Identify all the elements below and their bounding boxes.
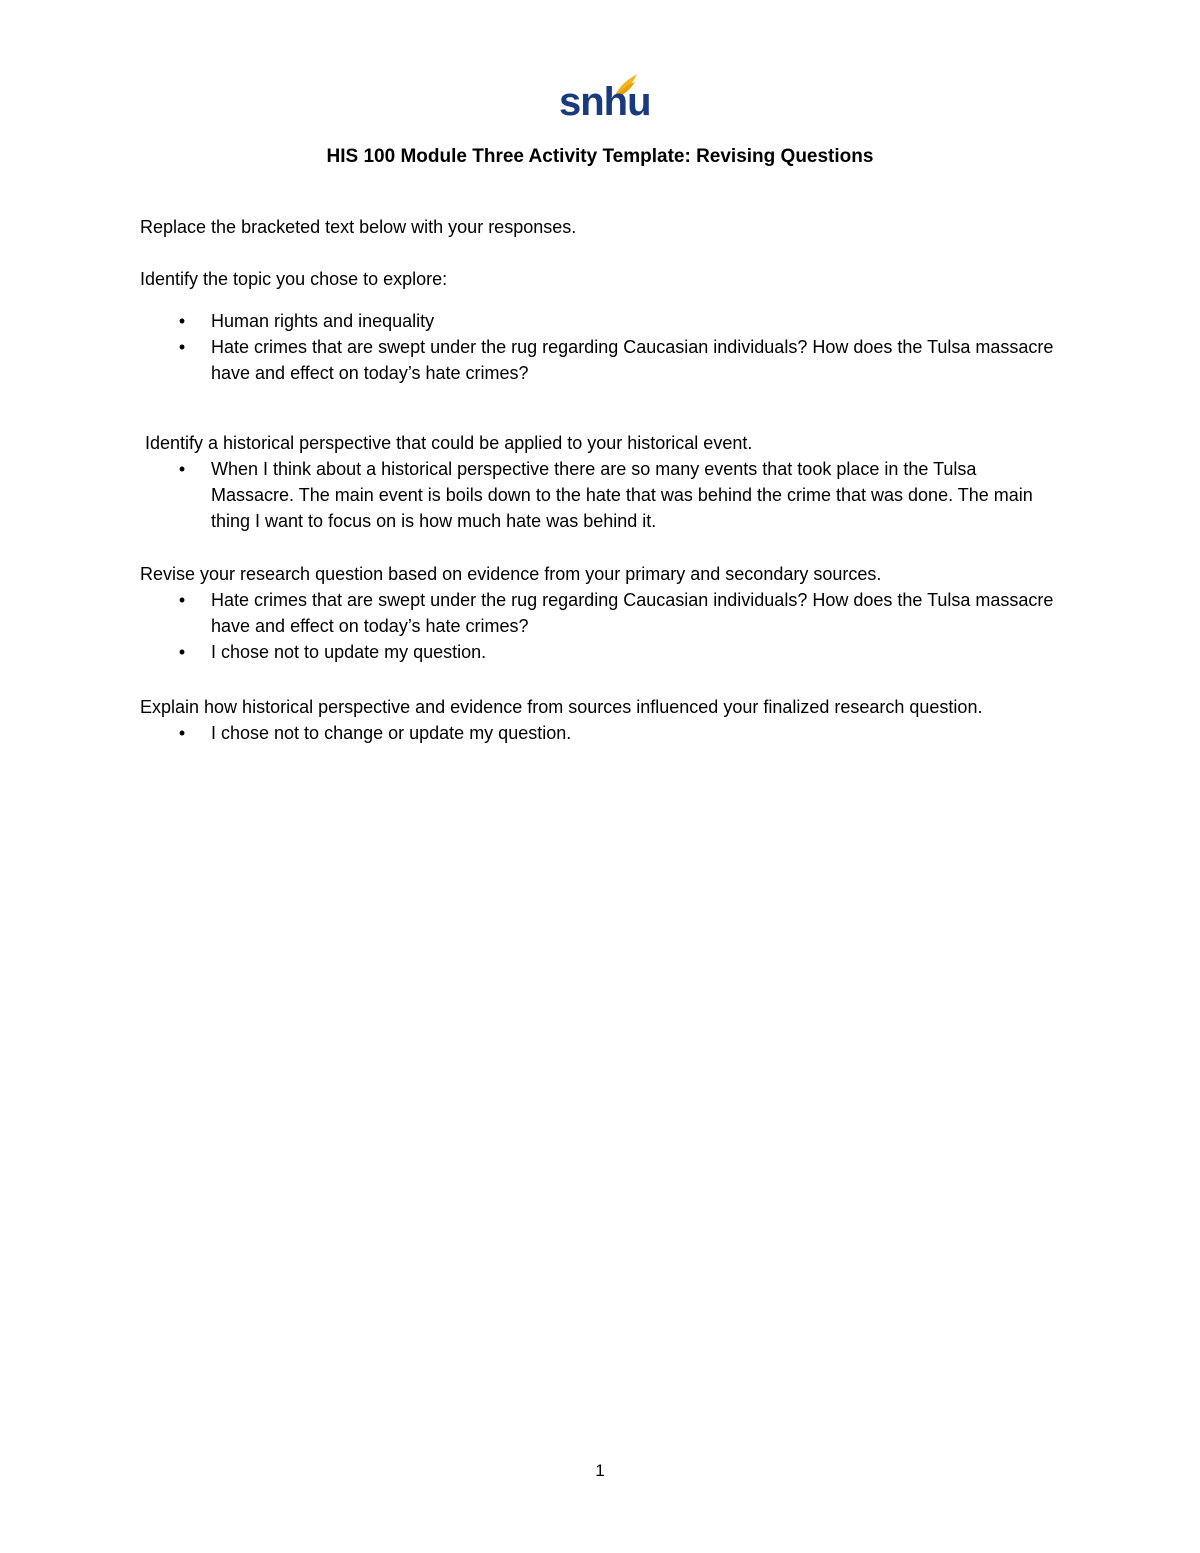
bullet-icon: • — [178, 723, 186, 743]
bullet-icon: • — [178, 311, 186, 331]
section-prompt: Revise your research question based on evidence from your primary and secondary sources. — [140, 564, 882, 584]
section-prompt: Identify the topic you chose to explore: — [140, 269, 448, 289]
list-item — [140, 456, 1060, 534]
bullet-icon: • — [178, 459, 186, 479]
list-item — [140, 587, 1060, 639]
bullet-icon: • — [178, 590, 186, 610]
list-item — [140, 334, 1060, 386]
instruction-block — [140, 214, 1060, 240]
list-item-text: I chose not to change or update my question. — [211, 723, 572, 743]
list-item-text: I chose not to update my question. — [211, 642, 487, 662]
page-number: 1 — [595, 1461, 605, 1480]
bullet-icon: • — [178, 642, 186, 662]
list-item — [140, 308, 1060, 334]
list-item — [140, 720, 1060, 746]
list-item — [140, 639, 1060, 665]
section-revise — [140, 561, 1060, 665]
list-item-text: Human rights and inequality — [211, 311, 435, 331]
document-title: HIS 100 Module Three Activity Template: Revising Questions — [326, 146, 874, 167]
instruction-text: Replace the bracketed text below with your responses. — [140, 217, 577, 237]
bullet-list — [140, 308, 1060, 386]
bullet-list — [140, 456, 1060, 534]
bullet-list — [140, 587, 1060, 665]
section-perspective — [140, 430, 1060, 534]
bullet-list — [140, 720, 1060, 746]
bullet-icon: • — [178, 337, 186, 357]
list-item-text: Hate crimes that are swept under the rug regarding Caucasian individuals? How does the Tulsa massacre have and effect on today’s hate crimes? — [211, 337, 1054, 383]
list-item-text: Hate crimes that are swept under the rug regarding Caucasian individuals? How does the Tulsa massacre have and effect on today’s hate crimes? — [211, 590, 1054, 636]
logo-text: snhu — [559, 80, 651, 124]
list-item-text: When I think about a historical perspective there are so many events that took place in the Tulsa Massacre. The main event is boils down to the hate that was behind the crime that was done. The main thing I want to focus on is how much hate was behind it. — [211, 459, 1033, 531]
section-explain — [140, 694, 1060, 746]
section-prompt: Explain how historical perspective and evidence from sources influenced your finalized research question. — [140, 697, 983, 717]
section-prompt: Identify a historical perspective that could be applied to your historical event. — [140, 433, 753, 453]
section-topic — [140, 266, 1060, 386]
snhu-logo — [555, 70, 651, 130]
